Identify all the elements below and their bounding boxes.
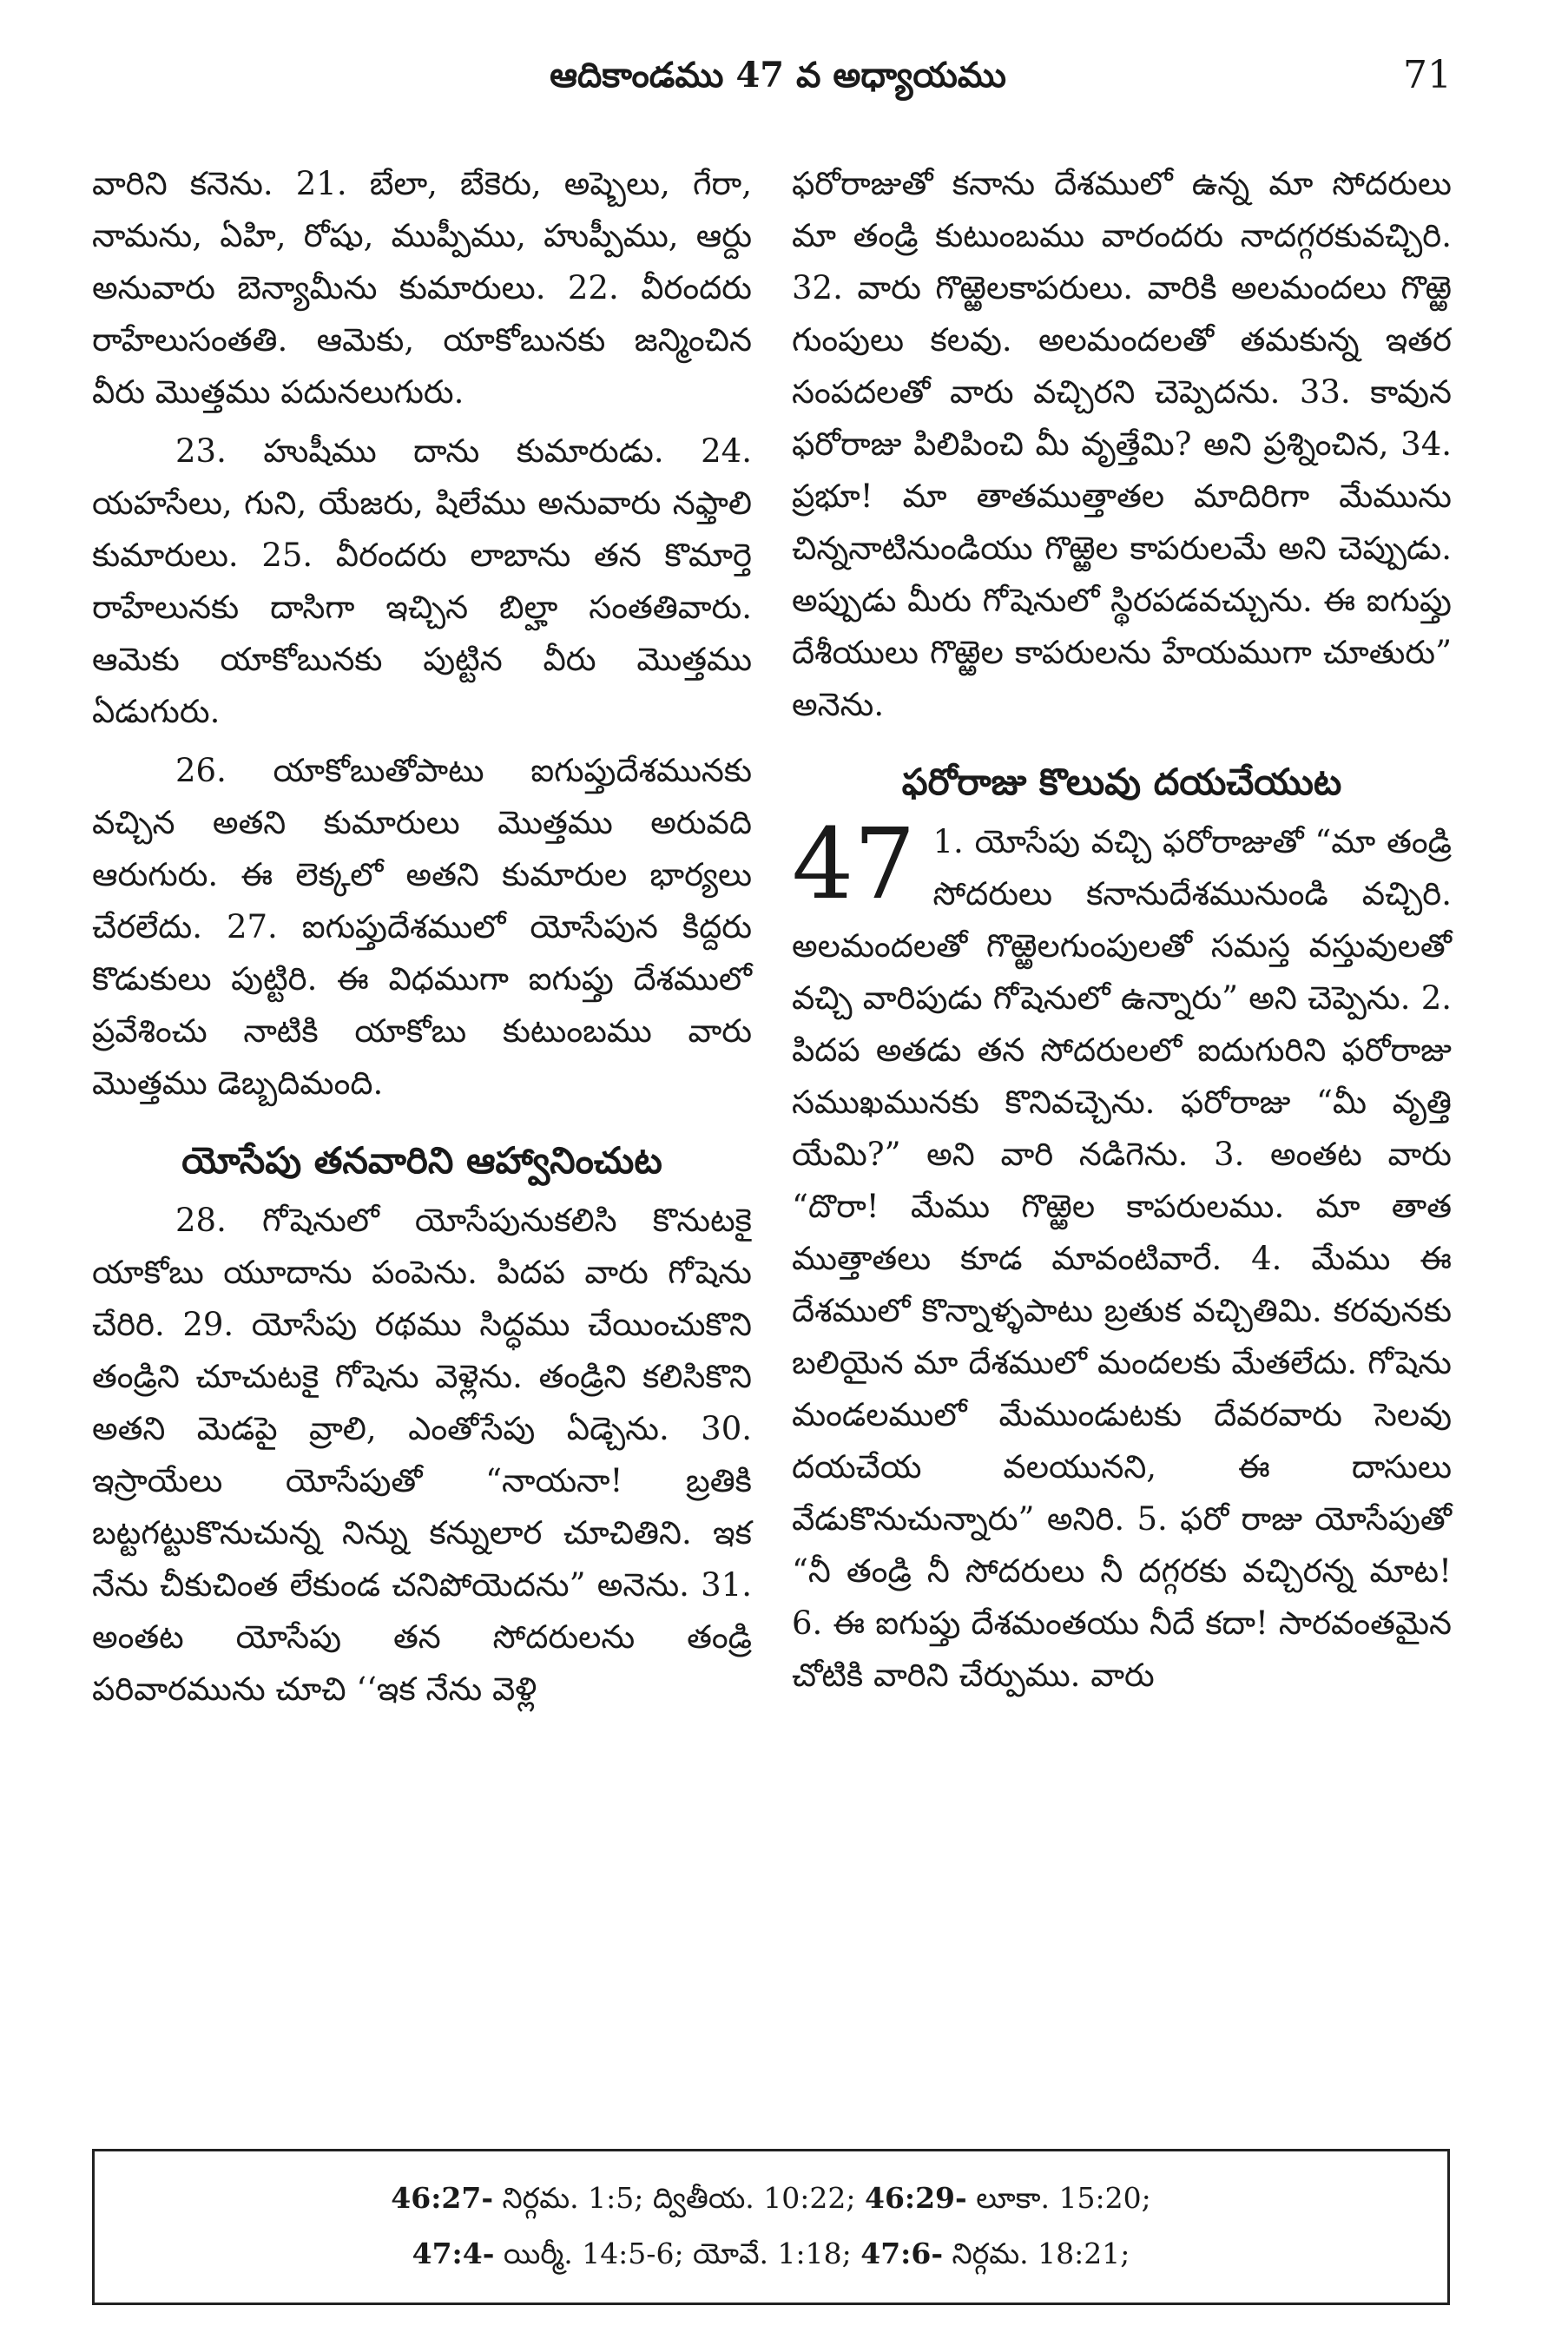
footnote-ref: 46:27-: [391, 2181, 494, 2215]
footnote-text: నిర్గమ. 18:21;: [943, 2237, 1130, 2270]
paragraph: ఫరోరాజుతో కనాను దేశములో ఉన్న మా సోదరులు మా తండ్రి కుటుంబము వారందరు నాదగ్గరకువచ్చిరి. 32. వారు గొఱ్ఱెలకాపరులు. వారికి అలమందలు గొఱ్ఱె గుంపులు కలవు. అలమందలతో తమకున్న ఇతర సంపదలతో వారు వచ్చిరని చెప్పెదను. 33. కావున ఫరోరాజు పిలిపించి మీ వృత్తేమి? అని ప్రశ్నించిన, 34. ప్రభూ! మా తాతముత్తాతల మాదిరిగా మేమును చిన్ననాటినుండియు గొఱ్ఱెల కాపరులమే అని చెప్పుడు. అప్పుడు మీరు గోషెనులో స్థిరపడవచ్చును. ఈ ఐగుప్తు దేశీయులు గొఱ్ఱెల కాపరులను హేయముగా చూతురు” అనెను.: [792, 165, 1452, 723]
chapter-number: 47: [792, 808, 916, 921]
footnote-text: లూకా. 15:20;: [966, 2181, 1151, 2215]
paragraph: 28. గోషెనులో యోసేపునుకలిసి కొనుటకై యాకోబు యూదాను పంపెను. పిదప వారు గోషెను చేరిరి. 29. యోసేపు రథము సిద్ధము చేయించుకొని తండ్రిని చూచుటకై గోషెను వెళ్లెను. తండ్రిని కలిసికొని అతని మెడపై వ్రాలి, ఎంతోసేపు ఏడ్చెను. 30. ఇస్రాయేలు యోసేపుతో “నాయనా! బ్రతికి బట్టగట్టుకొనుచున్న నిన్ను కన్నులార చూచితిని. ఇక నేను చీకుచింత లేకుండ చనిపోయెదను” అనెను. 31. అంతట యోసేపు తన సోదరులను తండ్రి పరివారమును చూచి ‘‘ఇక నేను వెళ్లి: [92, 1202, 752, 1708]
footnote-line: [112, 2171, 1430, 2226]
left-column: [92, 158, 752, 1716]
footnote-ref: 47:4-: [412, 2237, 495, 2270]
chapter-paragraph: [792, 808, 1452, 1702]
page-header: [92, 45, 1464, 106]
footnote-text: యిర్మీ. 14:5-6; యోవే. 1:18;: [494, 2237, 861, 2270]
running-title: ఆదికాండము 47 వ అధ్యాయము: [550, 55, 1006, 96]
footnote-ref: 46:29-: [864, 2181, 967, 2215]
paragraph: వారిని కనెను. 21. బేలా, బేకెరు, అష్బెలు, గేరా, నామను, ఏహి, రోషు, ముప్పీము, హుప్పీము, ఆర్దు అనువారు బెన్యామీను కుమారులు. 22. వీరందరు రాహేలుసంతతి. ఆమెకు, యాకోబునకు జన్మించిన వీరు మొత్తము పదునలుగురు.: [92, 165, 752, 411]
section-heading: యోసేపు తనవారిని ఆహ్వానించుట: [181, 1139, 662, 1182]
page-number: 71: [1403, 53, 1452, 97]
footnote-ref: 47:6-: [860, 2237, 944, 2270]
footnote-line: [112, 2226, 1430, 2282]
paragraph-text: 1. యోసేపు వచ్చి ఫరోరాజుతో “మా తండ్రి సోదరులు కనానుదేశమునుండి వచ్చిరి. అలమందలతో గొఱ్ఱెలగుంపులతో సమస్త వస్తువులతో వచ్చి వారిపుడు గోషెనులో ఉన్నారు” అని చెప్పెను. 2. పిదప అతడు తన సోదరులలో ఐదుగురిని ఫరోరాజు సముఖమునకు కొనివచ్చెను. ఫరోరాజు “మీ వృత్తి యేమి?” అని వారి నడిగెను. 3. అంతట వారు “దొరా! మేము గొఱ్ఱెల కాపరులము. మా తాత ముత్తాతలు కూడ మావంటివారే. 4. మేము ఈ దేశములో కొన్నాళ్ళపాటు బ్రతుక వచ్చితిమి. కరవునకు బలియైన మా దేశములో మందలకు మేతలేదు. గోషెను మండలములో మేముండుటకు దేవరవారు సెలవు దయచేయ వలయునని, ఈ దాసులు వేడుకొనుచున్నారు” అనిరి. 5. ఫరో రాజు యోసేపుతో “నీ తండ్రి నీ సోదరులు నీ దగ్గరకు వచ్చిరన్న మాట! 6. ఈ ఐగుప్తు దేశమంతయు నీదే కదా! సారవంతమైన చోటికి వారిని చేర్పుము. వారు: [792, 823, 1452, 1694]
paragraph: 23. హుషీము దాను కుమారుడు. 24. యహసేలు, గుని, యేజరు, షిలేము అనువారు నఫ్తాలి కుమారులు. 25. వీరందరు లాబాను తన కొమార్తె రాహేలునకు దాసిగా ఇచ్చిన బిల్హా సంతతివారు. ఆమెకు యాకోబునకు పుట్టిన వీరు మొత్తము ఏడుగురు.: [92, 432, 752, 730]
cross-reference-box: [92, 2149, 1450, 2305]
footnote-text: నిర్గమ. 1:5; ద్వితీయ. 10:22;: [493, 2181, 865, 2215]
paragraph: 26. యాకోబుతోపాటు ఐగుప్తుదేశమునకు వచ్చిన అతని కుమారులు మొత్తము అరువది ఆరుగురు. ఈ లెక్కలో అతని కుమారుల భార్యలు చేరలేదు. 27. ఐగుప్తుదేశములో యోసేపున కిద్దరు కొడుకులు పుట్టిరి. ఈ విధముగా ఐగుప్తు దేశములో ప్రవేశించు నాటికి యాకోబు కుటుంబము వారు మొత్తము డెబ్బదిమంది.: [92, 752, 752, 1102]
right-column: [792, 158, 1452, 1702]
section-heading: ఫరోరాజు కొలువు దయచేయుట: [901, 761, 1342, 803]
